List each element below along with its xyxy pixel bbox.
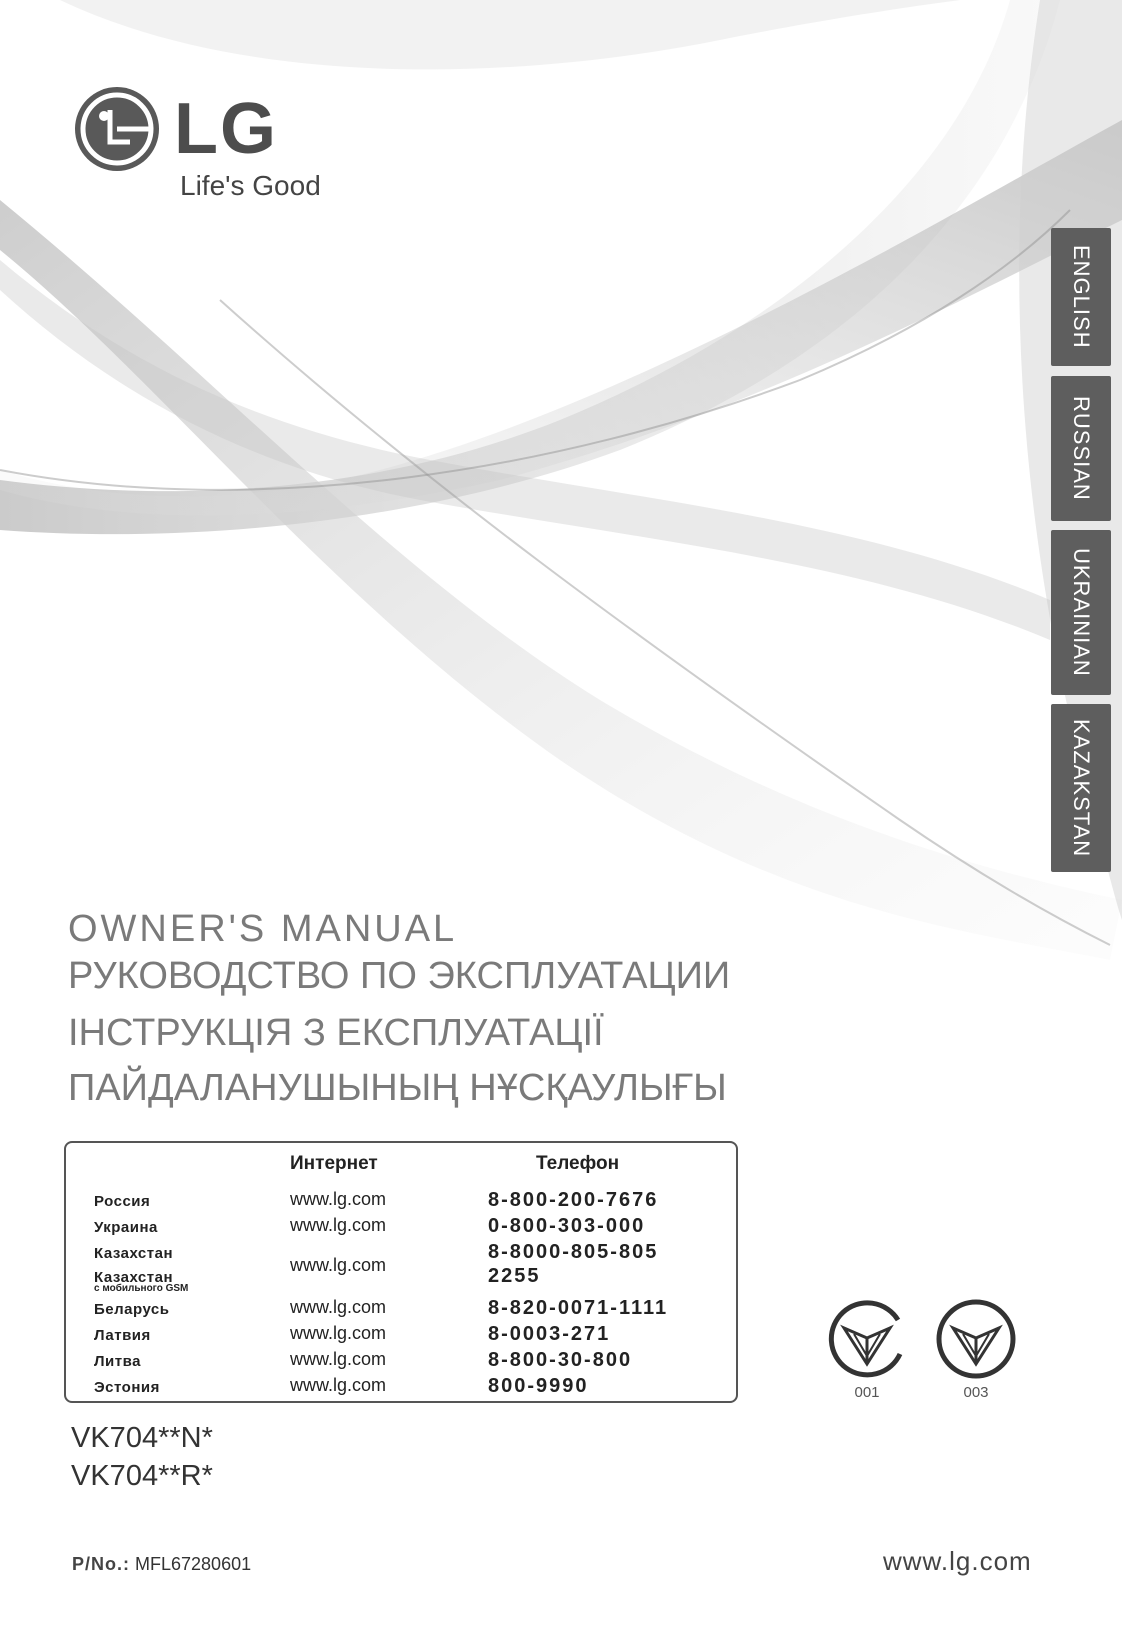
website-link[interactable]: www.lg.com: [290, 1349, 387, 1369]
title-ukrainian: ІНСТРУКЦІЯ З ЕКСПЛУАТАЦІЇ: [68, 1012, 604, 1054]
website-link[interactable]: www.lg.com: [290, 1323, 387, 1343]
country: Латвия: [94, 1327, 151, 1344]
lg-face-icon: [74, 86, 160, 172]
phone-number: 800-9990: [488, 1375, 589, 1397]
table-row: [66, 1189, 736, 1213]
phone-number: 8-820-0071-1111: [488, 1297, 669, 1319]
website-link[interactable]: www.lg.com: [290, 1189, 387, 1209]
brand-tagline: Life's Good: [180, 170, 321, 201]
phone-number: 0-800-303-000: [488, 1215, 646, 1237]
header-phone: Телефон: [536, 1153, 620, 1174]
phone-number: 8-800-30-800: [488, 1349, 633, 1371]
language-tab-label: KAZAKSTAN: [1069, 718, 1094, 858]
country: Россия: [94, 1193, 151, 1210]
certification-code: 001: [854, 1384, 880, 1401]
language-tab-english[interactable]: [1051, 228, 1111, 366]
website-link[interactable]: www.lg.com: [290, 1375, 387, 1395]
part-number-value: MFL67280601: [135, 1554, 252, 1574]
country-note: с мобильного GSM: [94, 1283, 189, 1294]
certification-code: 003: [963, 1384, 989, 1401]
phone-number: 8-0003-271: [488, 1323, 611, 1345]
website-link[interactable]: www.lg.com: [290, 1297, 387, 1317]
country: Литва: [94, 1353, 141, 1370]
table-row: [66, 1323, 736, 1347]
header-internet: Интернет: [290, 1153, 378, 1174]
country: Казахстан: [94, 1269, 174, 1286]
lg-logo: [74, 86, 334, 206]
table-row: [66, 1297, 736, 1321]
certification-mark-icon: [935, 1298, 1017, 1380]
website-link[interactable]: www.lg.com: [290, 1255, 387, 1275]
language-tab-ukrainian[interactable]: [1051, 530, 1111, 695]
table-row: [66, 1215, 736, 1239]
country: Эстония: [94, 1379, 160, 1396]
certification-mark-icon: [826, 1298, 908, 1380]
language-tab-label: UKRAINIAN: [1069, 548, 1094, 677]
country: Беларусь: [94, 1301, 170, 1318]
country: Украина: [94, 1219, 158, 1236]
phone-number: 8-800-200-7676: [488, 1189, 659, 1211]
website-link[interactable]: www.lg.com: [883, 1546, 1032, 1576]
brand-name: LG: [174, 89, 278, 169]
phone-number: 8-8000-805-805: [488, 1241, 659, 1263]
title-russian: РУКОВОДСТВО ПО ЭКСПЛУАТАЦИИ: [68, 955, 731, 997]
part-number-label: P/No.:: [72, 1554, 130, 1574]
language-tab-russian[interactable]: [1051, 376, 1111, 521]
title-english: OWNER'S MANUAL: [68, 908, 458, 950]
model-number: VK704**N*: [71, 1422, 213, 1454]
language-tab-kazakstan[interactable]: [1051, 704, 1111, 872]
language-tab-label: ENGLISH: [1069, 245, 1094, 349]
language-tab-label: RUSSIAN: [1069, 396, 1094, 501]
title-kazakh: ПАЙДАЛАНУШЫНЫҢ НҰСҚАУЛЫҒЫ: [68, 1067, 727, 1109]
phone-number: 2255: [488, 1265, 541, 1287]
table-row: [66, 1349, 736, 1373]
table-row: [66, 1375, 736, 1399]
part-number: [72, 1554, 251, 1575]
country: Казахстан: [94, 1245, 174, 1262]
website-link[interactable]: www.lg.com: [290, 1215, 387, 1235]
contact-table: [64, 1141, 738, 1403]
model-number: VK704**R*: [71, 1460, 213, 1492]
